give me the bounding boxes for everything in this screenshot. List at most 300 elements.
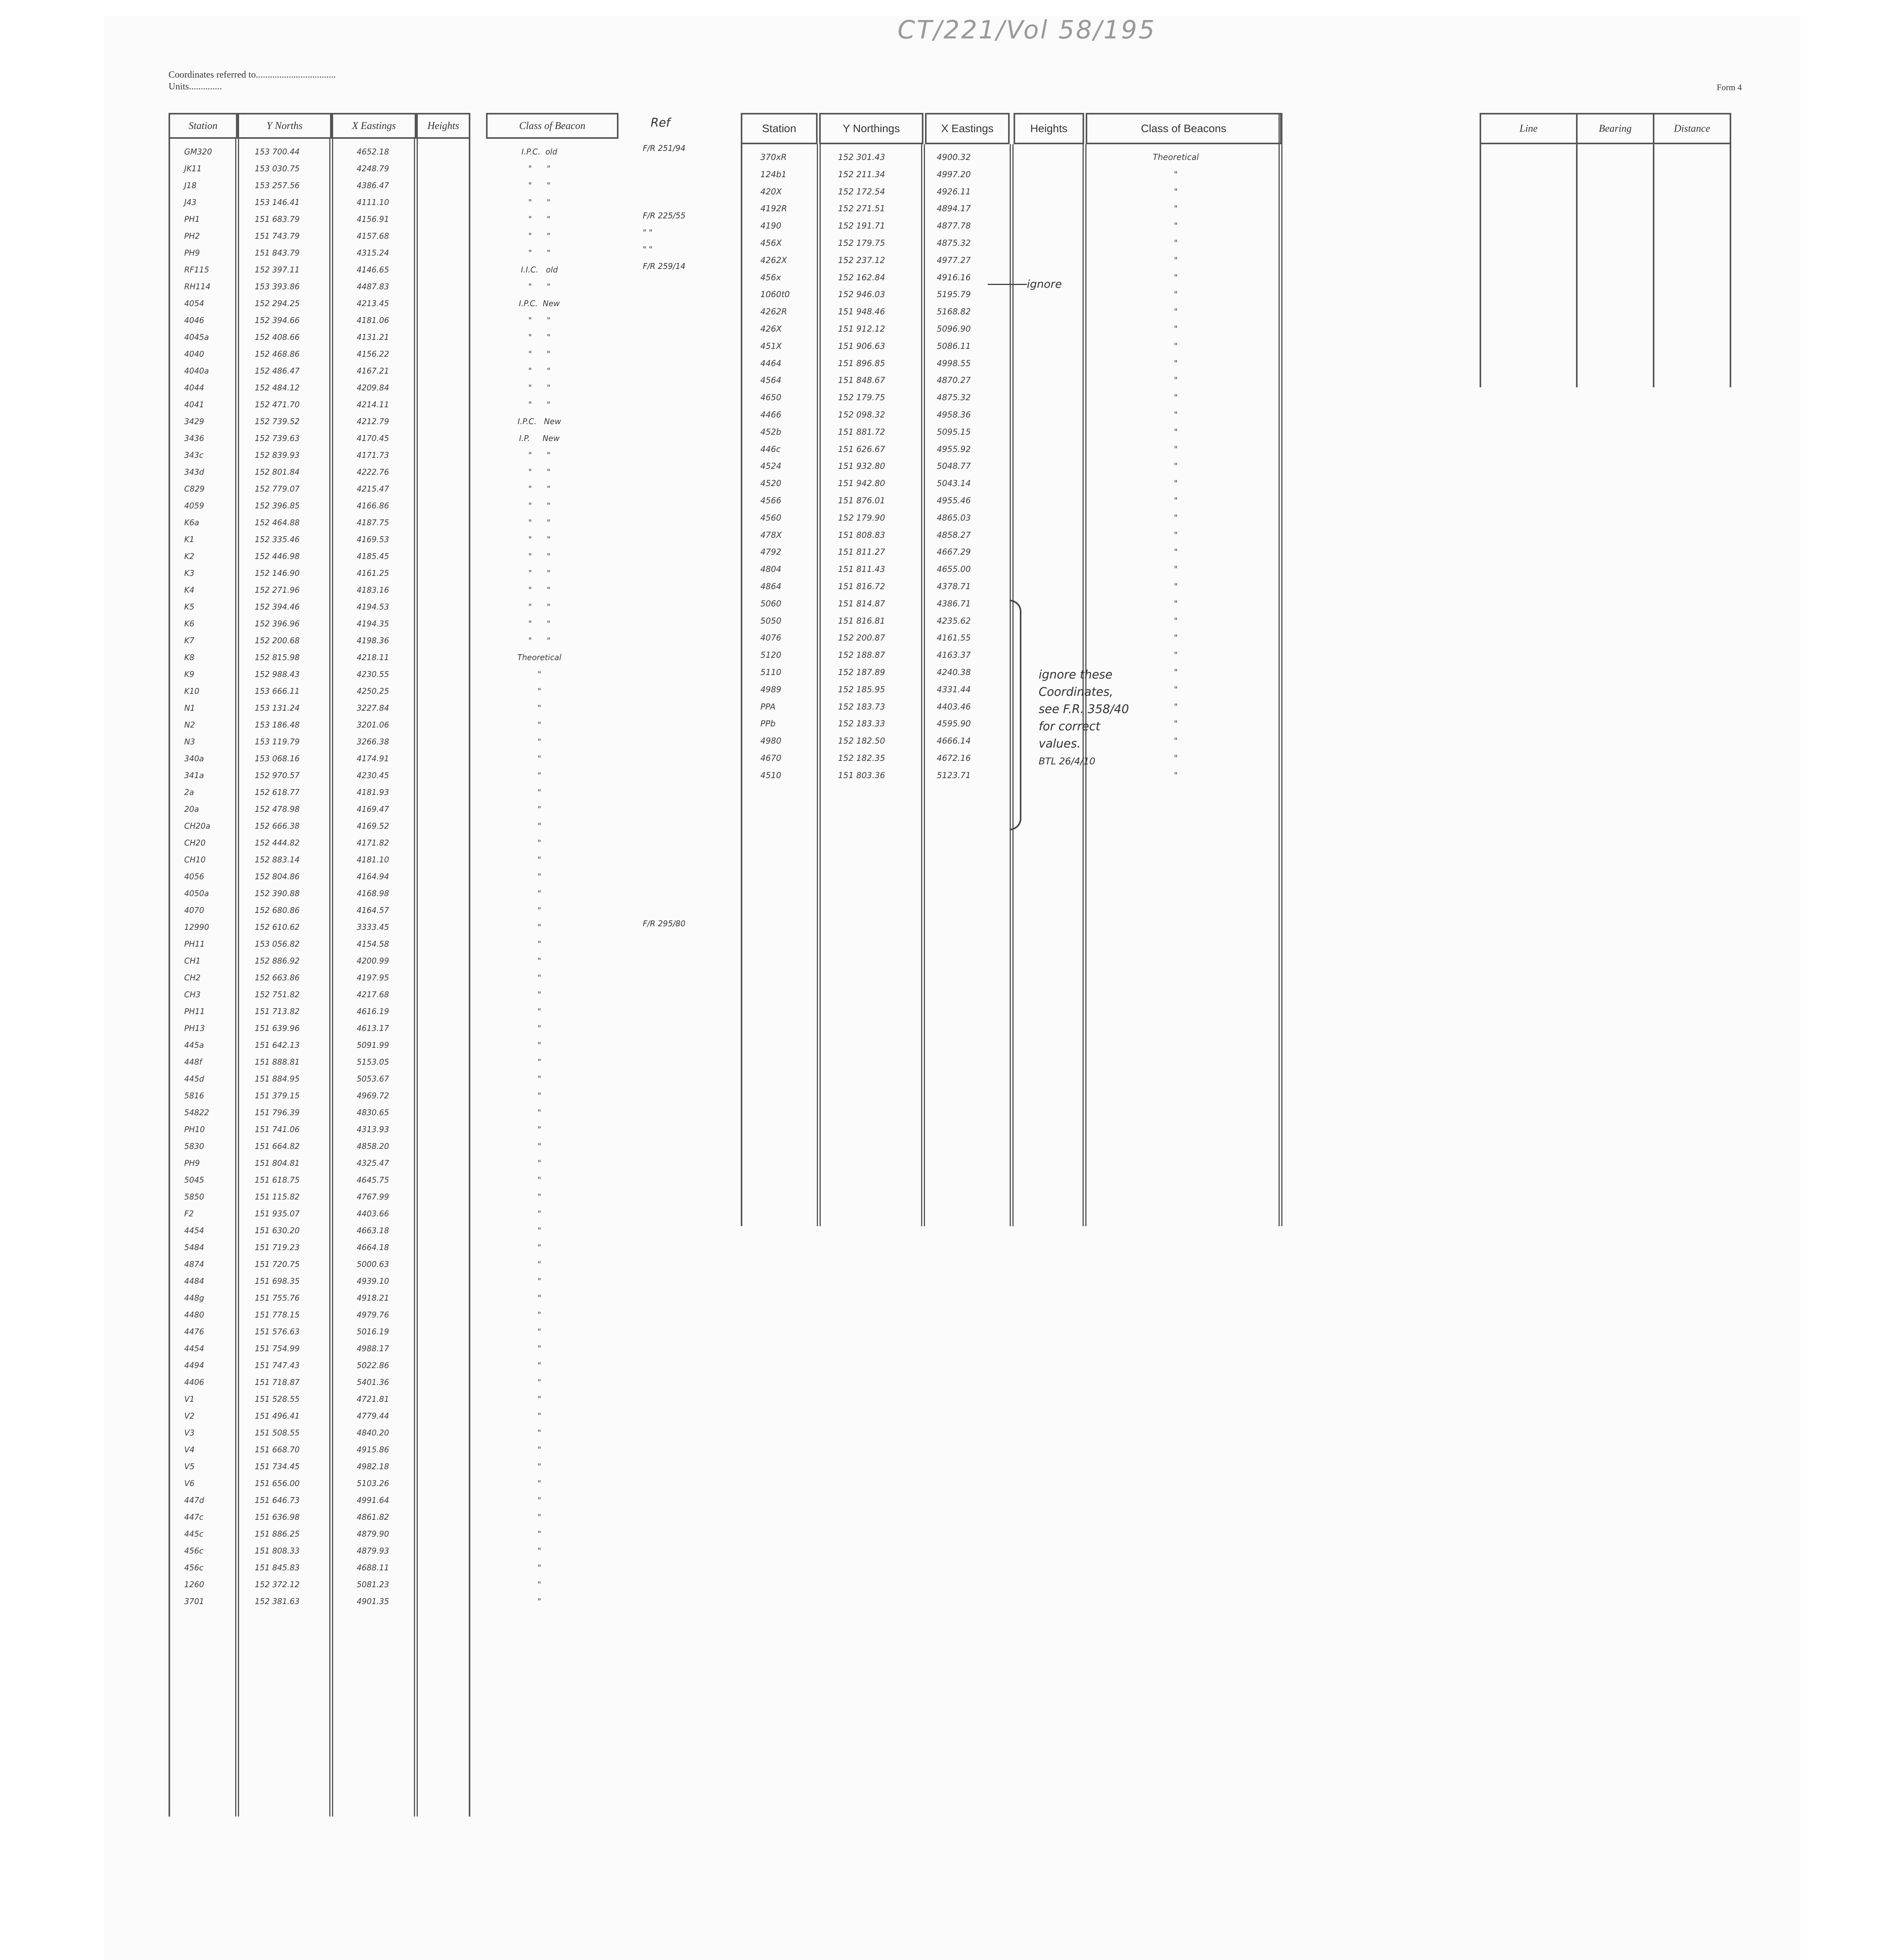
left-class-cell: " (537, 1259, 541, 1269)
right-class-cell: " (1174, 187, 1178, 196)
right-northing-cell: 152 211.34 (838, 169, 885, 179)
left-station-cell: CH10 (184, 855, 206, 864)
left-ref-cell: F/R 295/80 (643, 919, 686, 928)
right-northing-cell: 152 098.32 (838, 410, 885, 419)
left-station-cell: 5830 (184, 1142, 204, 1151)
ignore-line-1: ignore these (1039, 668, 1113, 682)
left-class-cell: " (537, 1192, 541, 1201)
left-northing-cell: 152 666.38 (255, 821, 300, 831)
right-class-cell: " (1174, 479, 1178, 488)
ignore-note-1: ignore (1027, 278, 1062, 290)
right-class-cell: " (1174, 736, 1178, 746)
right-northing-cell: 152 172.54 (838, 187, 885, 196)
lh-easting: X Eastings (332, 113, 416, 139)
left-class-cell: " (537, 838, 541, 848)
left-northing-cell: 151 528.55 (255, 1394, 300, 1404)
left-station-cell: K3 (184, 568, 194, 578)
right-class-cell: " (1174, 376, 1178, 385)
left-northing-cell: 152 394.66 (255, 316, 300, 325)
left-class-cell: " (537, 1495, 541, 1505)
right-station-cell: 4520 (760, 479, 782, 488)
left-class-cell: I.P.C. New (519, 299, 560, 308)
left-northing-cell: 152 970.57 (255, 771, 300, 780)
right-class-column (1137, 149, 1215, 784)
left-easting-cell: 4688.11 (357, 1563, 389, 1572)
right-northing-cell: 152 179.90 (838, 513, 885, 523)
left-class-cell: " " (528, 349, 551, 359)
left-station-cell: K10 (184, 686, 200, 696)
left-easting-cell: 4982.18 (357, 1462, 389, 1471)
right-class-cell: " (1174, 307, 1178, 317)
right-class-cell: " (1174, 427, 1178, 437)
right-class-cell: " (1174, 444, 1178, 454)
left-station-cell: CH3 (184, 990, 201, 999)
left-station-cell: 4040a (184, 366, 209, 376)
left-station-cell: 4480 (184, 1310, 204, 1319)
left-northing-cell: 152 610.62 (255, 922, 300, 932)
left-station-cell: F2 (184, 1209, 194, 1218)
right-easting-cell: 4235.62 (937, 616, 971, 626)
right-northing-cell: 151 932.80 (838, 461, 885, 471)
right-station-cell: 370xR (760, 152, 787, 162)
left-station-cell: PH10 (184, 1125, 205, 1134)
left-northing-cell: 151 755.76 (255, 1293, 300, 1303)
left-easting-cell: 4313.93 (357, 1125, 389, 1134)
left-northing-cell: 152 804.86 (255, 872, 300, 881)
left-station-cell: 1260 (184, 1580, 204, 1589)
right-northing-cell: 152 182.50 (838, 736, 885, 746)
left-northing-cell: 153 257.56 (255, 181, 300, 190)
left-station-cell: 4406 (184, 1377, 204, 1387)
lh-northing: Y Norths (238, 113, 332, 139)
left-northing-cell: 151 747.43 (255, 1361, 300, 1370)
left-easting-cell: 4901.35 (357, 1597, 389, 1606)
ignore-line-5: values. (1039, 737, 1081, 751)
left-northing-cell: 151 496.41 (255, 1411, 300, 1421)
left-class-cell: " (537, 670, 541, 679)
right-class-cell: " (1174, 770, 1178, 780)
left-easting-cell: 4111.10 (357, 198, 389, 207)
right-northing-cell: 151 948.46 (838, 307, 885, 317)
left-class-cell: " (537, 1226, 541, 1235)
right-station-cell: 4464 (760, 358, 782, 368)
right-class-cell: " (1174, 513, 1178, 523)
left-easting-cell: 4194.53 (357, 602, 389, 612)
left-northing-cell: 152 839.93 (255, 450, 300, 460)
left-station-cell: V3 (184, 1428, 195, 1437)
right-northing-cell: 151 803.36 (838, 770, 885, 780)
right-station-cell: 4566 (760, 495, 782, 505)
left-station-cell: 4040 (184, 349, 204, 359)
left-northing-cell: 152 381.63 (255, 1597, 300, 1606)
right-station-cell: 4524 (760, 461, 782, 471)
right-station-cell: 4670 (760, 753, 782, 763)
left-northing-cell: 151 719.23 (255, 1243, 300, 1252)
left-station-cell: 4041 (184, 400, 204, 409)
left-station-cell: CH2 (184, 973, 201, 982)
left-station-cell: 20a (184, 804, 199, 814)
left-easting-cell: 4325.47 (357, 1158, 389, 1168)
left-northing-cell: 152 886.92 (255, 956, 300, 965)
left-class-cell: " (537, 720, 541, 730)
ignore-line-2: Coordinates, (1039, 685, 1114, 699)
left-station-cell: PH11 (184, 939, 205, 949)
right-class-cell: " (1174, 272, 1178, 282)
left-easting-cell: 3333.45 (357, 922, 389, 932)
left-ref-cell: " " (643, 228, 653, 237)
right-easting-cell: 4916.16 (937, 272, 971, 282)
left-station-cell: V2 (184, 1411, 195, 1421)
right-easting-cell: 4858.27 (937, 530, 971, 540)
left-station-cell: N3 (184, 737, 195, 746)
left-northing-cell: 152 408.66 (255, 332, 300, 342)
left-class-cell: I.P.C. New (517, 417, 561, 426)
left-class-cell: " (537, 804, 541, 814)
left-easting-cell: 4217.68 (357, 990, 389, 999)
left-northing-cell: 153 056.82 (255, 939, 300, 949)
right-easting-cell: 4894.17 (937, 204, 971, 214)
left-easting-cell: 4652.18 (357, 147, 389, 156)
left-northing-cell: 151 713.82 (255, 1007, 300, 1016)
left-easting-cell: 4386.47 (357, 181, 389, 190)
left-station-cell: J18 (184, 181, 197, 190)
right-station-cell: 4076 (760, 633, 782, 643)
left-northing-cell: 152 486.47 (255, 366, 300, 376)
left-northing-cell: 152 988.43 (255, 670, 300, 679)
left-class-cell: " (537, 889, 541, 898)
left-northing-cell: 152 739.52 (255, 417, 300, 426)
left-easting-cell: 4169.52 (357, 821, 389, 831)
left-easting-cell: 4167.21 (357, 366, 389, 376)
left-northing-cell: 152 396.85 (255, 501, 300, 510)
right-northing-cell: 152 183.73 (838, 702, 885, 711)
right-station-cell: 4190 (760, 221, 782, 231)
left-northing-cell: 152 618.77 (255, 788, 300, 797)
left-station-cell: 4054 (184, 299, 204, 308)
right-station-cell: 451X (760, 341, 782, 351)
left-easting-cell: 4664.18 (357, 1243, 389, 1252)
left-class-cell: " " (528, 198, 551, 207)
left-station-cell: V6 (184, 1479, 195, 1488)
left-station-cell: K2 (184, 552, 194, 561)
left-northing-cell: 153 030.75 (255, 164, 300, 173)
left-class-cell: " " (528, 164, 551, 173)
right-northing-cell: 151 811.43 (838, 564, 885, 574)
left-station-cell: 4056 (184, 872, 204, 881)
left-station-cell: 341a (184, 771, 204, 780)
left-class-cell: " (537, 1310, 541, 1319)
ignore-arrow (988, 284, 1027, 285)
left-northing-cell: 152 663.86 (255, 973, 300, 982)
left-class-cell: " " (528, 467, 551, 477)
left-easting-cell: 5081.23 (357, 1580, 389, 1589)
left-northing-cell: 151 576.63 (255, 1327, 300, 1336)
right-northing-cell: 152 271.51 (838, 204, 885, 214)
right-easting-cell: 4875.32 (937, 238, 971, 248)
left-class-cell: " (537, 1327, 541, 1336)
left-class-cell: " " (528, 400, 551, 409)
left-easting-cell: 4861.82 (357, 1512, 389, 1522)
left-easting-cell: 4156.22 (357, 349, 389, 359)
left-easting-cell: 4991.64 (357, 1495, 389, 1505)
right-easting-cell: 4161.55 (937, 633, 971, 643)
left-northing-cell: 151 508.55 (255, 1428, 300, 1437)
left-class-cell: " (537, 1142, 541, 1151)
right-class-cell: " (1174, 616, 1178, 626)
right-station-cell: 4864 (760, 581, 782, 591)
right-class-cell: " (1174, 255, 1178, 265)
left-class-cell: " " (528, 585, 551, 595)
left-class-cell: " (537, 855, 541, 864)
left-easting-cell: 4164.94 (357, 872, 389, 881)
left-class-cell: " (537, 771, 541, 780)
left-easting-cell: 4616.19 (357, 1007, 389, 1016)
left-easting-cell: 4174.91 (357, 754, 389, 763)
left-station-cell: CH1 (184, 956, 201, 965)
right-northing-cell: 152 187.89 (838, 667, 885, 677)
left-class-cell: " (537, 1445, 541, 1454)
left-station-cell: 5484 (184, 1243, 204, 1252)
left-northing-cell: 151 656.00 (255, 1479, 300, 1488)
rh-northing: Y Northings (819, 113, 923, 144)
left-northing-cell: 151 754.99 (255, 1344, 300, 1353)
left-class-cell: " (537, 1040, 541, 1050)
rh-easting: X Eastings (925, 113, 1010, 144)
right-easting-cell: 4998.55 (937, 358, 971, 368)
left-station-cell: PH9 (184, 1158, 200, 1168)
left-class-cell: " (537, 1479, 541, 1488)
left-easting-cell: 4187.75 (357, 518, 389, 527)
right-class-cell: " (1174, 358, 1178, 368)
left-class-cell: " (537, 1108, 541, 1117)
right-easting-cell: 4595.90 (937, 719, 971, 729)
rh-heights: Heights (1014, 113, 1084, 144)
left-northing-cell: 152 294.25 (255, 299, 300, 308)
left-easting-cell: 4170.45 (357, 434, 389, 443)
left-station-cell: 4454 (184, 1344, 204, 1353)
right-station-cell: 456x (760, 272, 781, 282)
left-northing-cell: 152 779.07 (255, 484, 300, 494)
right-class-cell: " (1174, 753, 1178, 763)
left-easting-cell: 4879.93 (357, 1546, 389, 1555)
right-easting-cell: 5043.14 (937, 479, 971, 488)
right-station-cell: 4564 (760, 376, 782, 385)
left-class-cell: " " (528, 518, 551, 527)
left-class-cell: " " (528, 501, 551, 510)
left-northing-cell: 151 664.82 (255, 1142, 300, 1151)
left-easting-cell: 4154.58 (357, 939, 389, 949)
left-easting-cell: 4487.83 (357, 282, 389, 291)
left-station-cell: K7 (184, 636, 194, 645)
right-easting-cell: 4870.27 (937, 376, 971, 385)
left-station-cell: PH9 (184, 248, 200, 258)
right-station-cell: 124b1 (760, 169, 787, 179)
left-ref-cell: " " (643, 245, 653, 254)
right-class-cell: Theoretical (1153, 152, 1199, 162)
left-station-cell: 4476 (184, 1327, 204, 1336)
left-easting-cell: 4169.53 (357, 535, 389, 544)
left-station-cell: 4874 (184, 1259, 204, 1269)
left-easting-cell: 4858.20 (357, 1142, 389, 1151)
left-station-cell: N2 (184, 720, 195, 730)
left-northing-cell: 151 804.81 (255, 1158, 300, 1168)
right-class-cell: " (1174, 667, 1178, 677)
left-easting-cell: 4613.17 (357, 1024, 389, 1033)
right-station-cell: 4792 (760, 547, 782, 557)
right-easting-cell: 5096.90 (937, 324, 971, 334)
left-northing-cell: 153 146.41 (255, 198, 300, 207)
left-station-cell: K1 (184, 535, 194, 544)
left-northing-cell: 151 886.25 (255, 1529, 300, 1539)
left-class-cell: " (537, 1512, 541, 1522)
left-easting-cell: 4171.82 (357, 838, 389, 848)
right-class-cell: " (1174, 650, 1178, 660)
left-northing-cell: 151 636.98 (255, 1512, 300, 1522)
right-class-cell: " (1174, 393, 1178, 403)
left-class-cell: I.P. New (519, 434, 560, 443)
left-class-cell: " (537, 1074, 541, 1083)
left-class-cell: " (537, 1529, 541, 1539)
right-easting-cell: 4240.38 (937, 667, 971, 677)
left-easting-cell: 4156.91 (357, 214, 389, 224)
left-northing-cell: 152 751.82 (255, 990, 300, 999)
right-easting-cell: 4666.14 (937, 736, 971, 746)
right-northing-cell: 152 179.75 (838, 393, 885, 403)
left-easting-cell: 4915.86 (357, 1445, 389, 1454)
right-northing-cell: 152 946.03 (838, 290, 885, 299)
left-easting-cell: 4209.84 (357, 383, 389, 392)
left-northing-cell: 153 131.24 (255, 703, 300, 713)
left-station-cell: V1 (184, 1394, 195, 1404)
right-northing-cell: 151 881.72 (838, 427, 885, 437)
right-class-cell: " (1174, 719, 1178, 729)
left-class-cell: " " (528, 568, 551, 578)
left-class-cell: " (537, 1293, 541, 1303)
left-easting-cell: 5000.63 (357, 1259, 389, 1269)
left-class-cell: " (537, 821, 541, 831)
left-easting-cell: 4213.45 (357, 299, 389, 308)
left-northing-cell: 151 808.33 (255, 1546, 300, 1555)
left-easting-cell: 4779.44 (357, 1411, 389, 1421)
left-station-cell: 456c (184, 1546, 204, 1555)
left-station-cell: K9 (184, 670, 194, 679)
left-station-cell: 4484 (184, 1276, 204, 1286)
left-easting-cell: 4146.65 (357, 265, 389, 274)
left-station-cell: 4044 (184, 383, 204, 392)
right-northing-cell: 152 182.35 (838, 753, 885, 763)
left-station-cell: J43 (184, 198, 197, 207)
left-station-cell: CH20a (184, 821, 210, 831)
left-class-cell: " (537, 1125, 541, 1134)
left-station-cell: 4494 (184, 1361, 204, 1370)
left-class-cell: " (537, 703, 541, 713)
left-easting-cell: 4230.45 (357, 771, 389, 780)
right-easting-cell: 5086.11 (937, 341, 971, 351)
right-easting-cell: 5168.82 (937, 307, 971, 317)
right-class-cell: " (1174, 599, 1178, 608)
rh-station: Station (741, 113, 818, 144)
left-northing-cell: 153 666.11 (255, 686, 300, 696)
left-station-cell: K6a (184, 518, 200, 527)
left-easting-cell: 4181.10 (357, 855, 389, 864)
top-stamp: CT/221/Vol 58/195 (898, 16, 1156, 45)
right-class-cell: " (1174, 169, 1178, 179)
right-northing-cell: 151 816.81 (838, 616, 885, 626)
right-easting-cell: 4997.20 (937, 169, 971, 179)
left-class-cell: " " (528, 181, 551, 190)
left-station-cell: K8 (184, 653, 194, 662)
left-northing-cell: 151 734.45 (255, 1462, 300, 1471)
left-easting-cell: 4403.66 (357, 1209, 389, 1218)
left-northing-cell: 153 186.48 (255, 720, 300, 730)
left-easting-cell: 4218.11 (357, 653, 389, 662)
left-class-cell: " (537, 990, 541, 999)
left-northing-cell: 152 468.86 (255, 349, 300, 359)
left-class-cell: " (537, 1597, 541, 1606)
left-northing-cell: 151 718.87 (255, 1377, 300, 1387)
lh-class: Class of Beacon (486, 113, 618, 139)
left-class-cell: " " (528, 602, 551, 612)
left-easting-cell: 5016.19 (357, 1327, 389, 1336)
left-easting-cell: 5401.36 (357, 1377, 389, 1387)
right-station-cell: 446c (760, 444, 781, 454)
left-easting-cell: 4840.20 (357, 1428, 389, 1437)
left-station-cell: K6 (184, 619, 194, 628)
right-easting-cell: 4900.32 (937, 152, 971, 162)
left-northing-cell: 152 471.70 (255, 400, 300, 409)
left-station-cell: 456c (184, 1563, 204, 1572)
left-easting-cell: 4979.76 (357, 1310, 389, 1319)
right-class-cell: " (1174, 324, 1178, 334)
left-class-cell: " (537, 1243, 541, 1252)
right-station-cell: 1060t0 (760, 290, 790, 299)
left-station-cell: 447c (184, 1512, 204, 1522)
left-stations-column (184, 143, 212, 1610)
left-easting-cell: 5103.26 (357, 1479, 389, 1488)
left-class-cell: " (537, 686, 541, 696)
left-easting-cell: 4214.11 (357, 400, 389, 409)
left-station-cell: 4070 (184, 906, 204, 915)
right-easting-cell: 4977.27 (937, 255, 971, 265)
left-station-cell: 3429 (184, 417, 204, 426)
right-easting-cell: 4655.00 (937, 564, 971, 574)
left-station-cell: 3701 (184, 1597, 204, 1606)
left-station-cell: PH2 (184, 231, 200, 241)
right-easting-cell: 4958.36 (937, 410, 971, 419)
right-station-cell: PPA (760, 702, 776, 711)
left-class-cell: " " (528, 383, 551, 392)
right-station-cell: 426X (760, 324, 782, 334)
left-northing-cell: 151 888.81 (255, 1057, 300, 1067)
left-station-cell: 5816 (184, 1091, 204, 1100)
left-northing-cell: 152 200.68 (255, 636, 300, 645)
left-station-cell: 2a (184, 788, 194, 797)
form-no: Form 4 (1717, 82, 1742, 92)
left-easting-cell: 4230.55 (357, 670, 389, 679)
left-station-cell: 3436 (184, 434, 204, 443)
left-station-cell: GM320 (184, 147, 212, 156)
right-easting-cell: 4386.71 (937, 599, 971, 608)
right-station-cell: 452b (760, 427, 782, 437)
left-class-cell: " " (528, 552, 551, 561)
right-station-cell: 4560 (760, 513, 782, 523)
left-easting-cell: 4939.10 (357, 1276, 389, 1286)
left-class-cell: " " (528, 248, 551, 258)
left-class-cell: " " (528, 619, 551, 628)
left-easting-cell: 4250.25 (357, 686, 389, 696)
left-class-cell: " " (528, 450, 551, 460)
left-easting-cell: 4181.06 (357, 316, 389, 325)
